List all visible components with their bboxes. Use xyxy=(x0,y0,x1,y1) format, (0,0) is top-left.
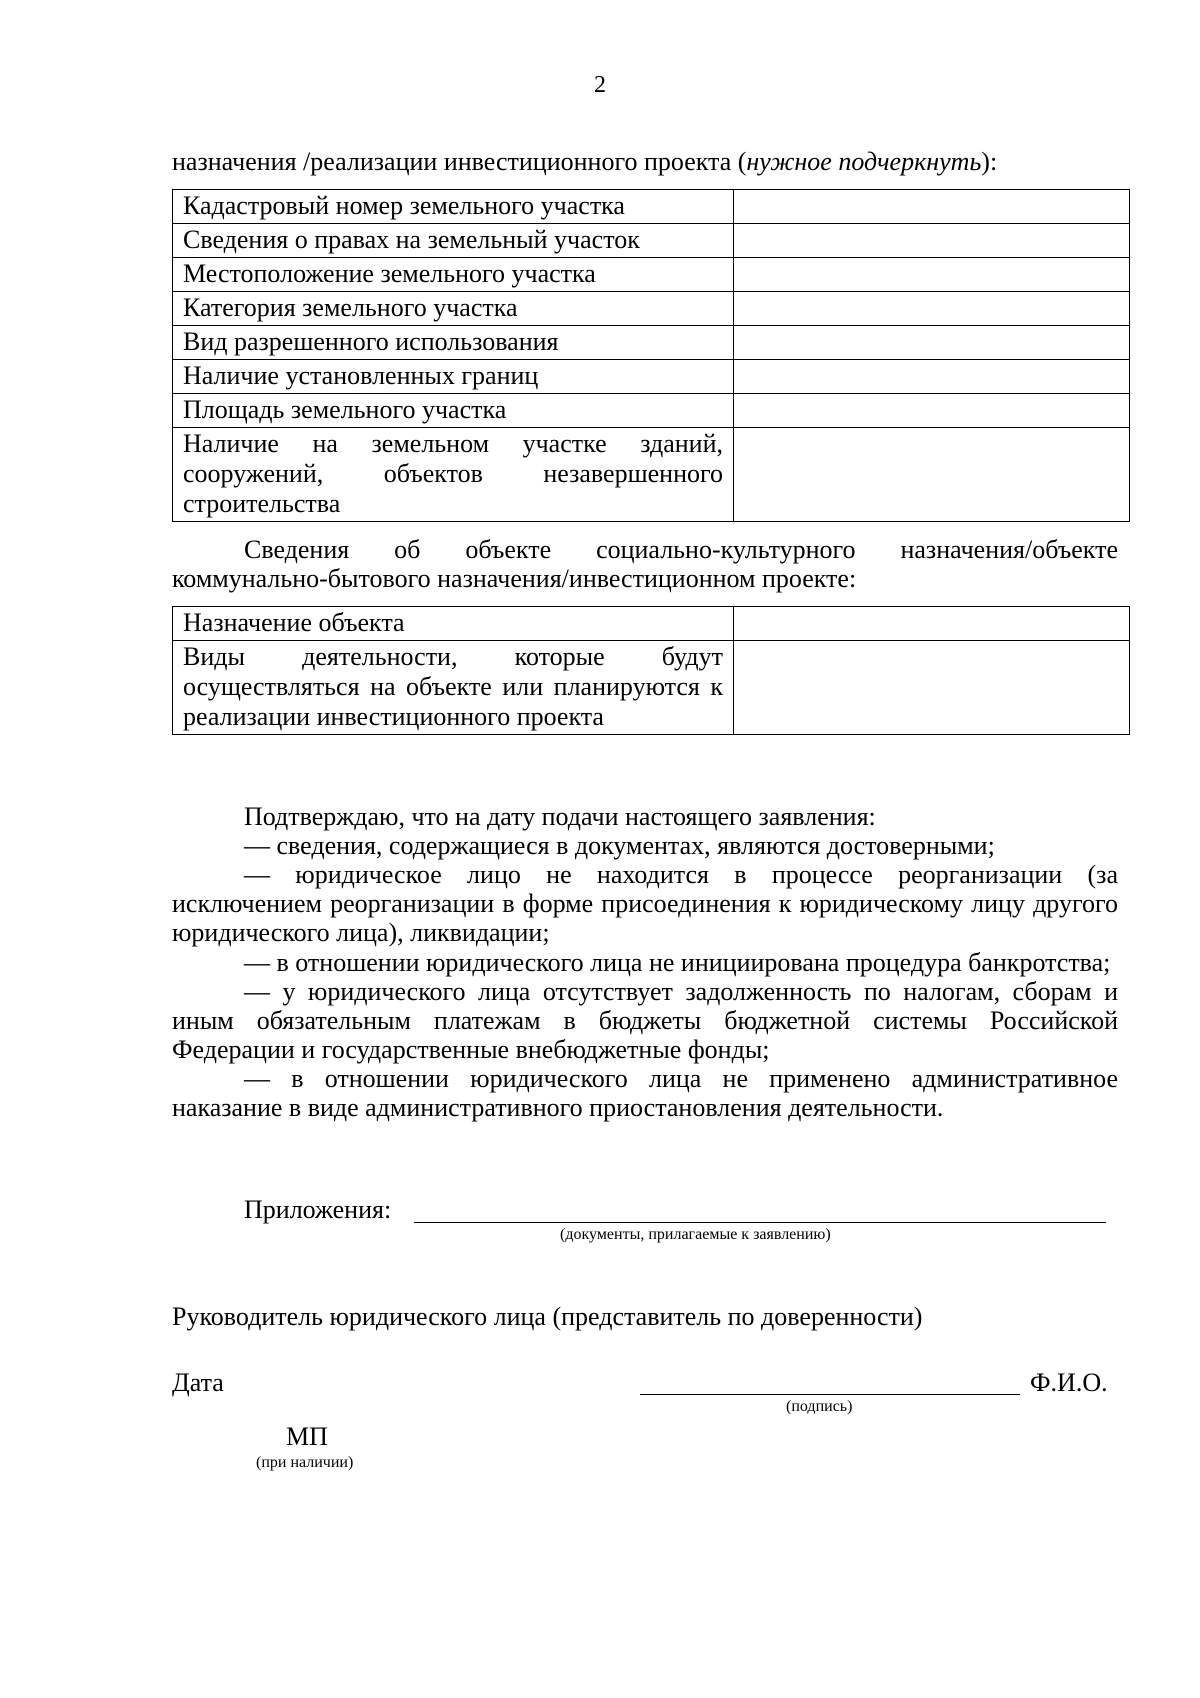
table-row xyxy=(173,428,1130,522)
table-row xyxy=(173,190,1130,224)
table-row xyxy=(173,394,1130,428)
table-row xyxy=(173,360,1130,394)
row-value-location[interactable] xyxy=(734,258,1130,292)
confirmation-block xyxy=(172,802,1118,1122)
intro-text: назначения /реализации инвестиционного проекта ( xyxy=(172,147,747,176)
row-value-category[interactable] xyxy=(734,292,1130,326)
stamp-caption: (при наличии) xyxy=(256,1454,354,1471)
confirmation-item: — в отношении юридического лица не применено административное наказание в виде административного приостановления деятельности. xyxy=(172,1063,1118,1123)
intro-italic-note: нужное подчеркнуть xyxy=(746,147,982,176)
row-label-rights: Сведения о правах на земельный участок xyxy=(173,224,734,258)
row-value-activities[interactable] xyxy=(734,641,1130,735)
signatory-title: Руководитель юридического лица (представитель по доверенности) xyxy=(172,1302,923,1331)
intro-line xyxy=(172,147,1132,177)
page-number: 2 xyxy=(594,72,606,98)
object-table xyxy=(172,606,1130,735)
signature-caption: (подпись) xyxy=(786,1398,853,1415)
row-value-cadastral-number[interactable] xyxy=(734,190,1130,224)
appendix-caption: (документы, прилагаемые к заявлению) xyxy=(560,1226,831,1243)
row-value-buildings[interactable] xyxy=(734,428,1130,522)
confirmation-intro: Подтверждаю, что на дату подачи настоящего заявления: xyxy=(244,802,876,831)
stamp-label: МП xyxy=(286,1422,328,1451)
row-value-object-purpose[interactable] xyxy=(734,607,1130,641)
table-row xyxy=(173,258,1130,292)
row-label-permitted-use: Вид разрешенного использования xyxy=(173,326,734,360)
signature-line[interactable] xyxy=(640,1394,1020,1395)
row-label-category: Категория земельного участка xyxy=(173,292,734,326)
row-value-rights[interactable] xyxy=(734,224,1130,258)
confirmation-item: — сведения, содержащиеся в документах, являются достоверными; xyxy=(244,831,995,861)
fio-label: Ф.И.О. xyxy=(1030,1368,1108,1397)
object-section-heading: Сведения об объекте социально-культурного назначения/объекте коммунально-бытового назначения/инвестиционном проекте: xyxy=(172,535,1118,594)
row-value-boundaries[interactable] xyxy=(734,360,1130,394)
row-label-area: Площадь земельного участка xyxy=(173,394,734,428)
row-label-buildings: Наличие на земельном участке зданий, сооружений, объектов незавершенного строительства xyxy=(173,428,734,522)
confirmation-item: — у юридического лица отсутствует задолженность по налогам, сборам и иным обязательным платежам в бюджеты бюджетной системы Российской Федерации и государственные внебюджетные фонды; xyxy=(172,976,1118,1064)
appendix-label: Приложения: xyxy=(244,1195,392,1224)
table-row xyxy=(173,224,1130,258)
row-label-activities: Виды деятельности, которые будут осуществляться на объекте или планируются к реализации инвестиционного проекта xyxy=(173,641,734,735)
table-row xyxy=(173,607,1130,641)
row-value-permitted-use[interactable] xyxy=(734,326,1130,360)
row-label-object-purpose: Назначение объекта xyxy=(173,607,734,641)
table-row xyxy=(173,292,1130,326)
intro-text-end: ): xyxy=(981,147,998,176)
row-label-cadastral-number: Кадастровый номер земельного участка xyxy=(173,190,734,224)
appendix-row xyxy=(244,1195,1114,1225)
table-row xyxy=(173,326,1130,360)
row-value-area[interactable] xyxy=(734,394,1130,428)
date-label: Дата xyxy=(172,1368,224,1397)
table-row xyxy=(173,641,1130,735)
appendix-fill-line[interactable] xyxy=(414,1222,1106,1223)
confirmation-item: — в отношении юридического лица не инициирована процедура банкротства; xyxy=(244,947,1111,977)
row-label-location: Местоположение земельного участка xyxy=(173,258,734,292)
land-plot-table xyxy=(172,189,1130,522)
row-label-boundaries: Наличие установленных границ xyxy=(173,360,734,394)
confirmation-item: — юридическое лицо не находится в процессе реорганизации (за исключением реорганизации в форме присоединения к юридическому лицу другого юридического лица), ликвидации; xyxy=(172,860,1118,948)
